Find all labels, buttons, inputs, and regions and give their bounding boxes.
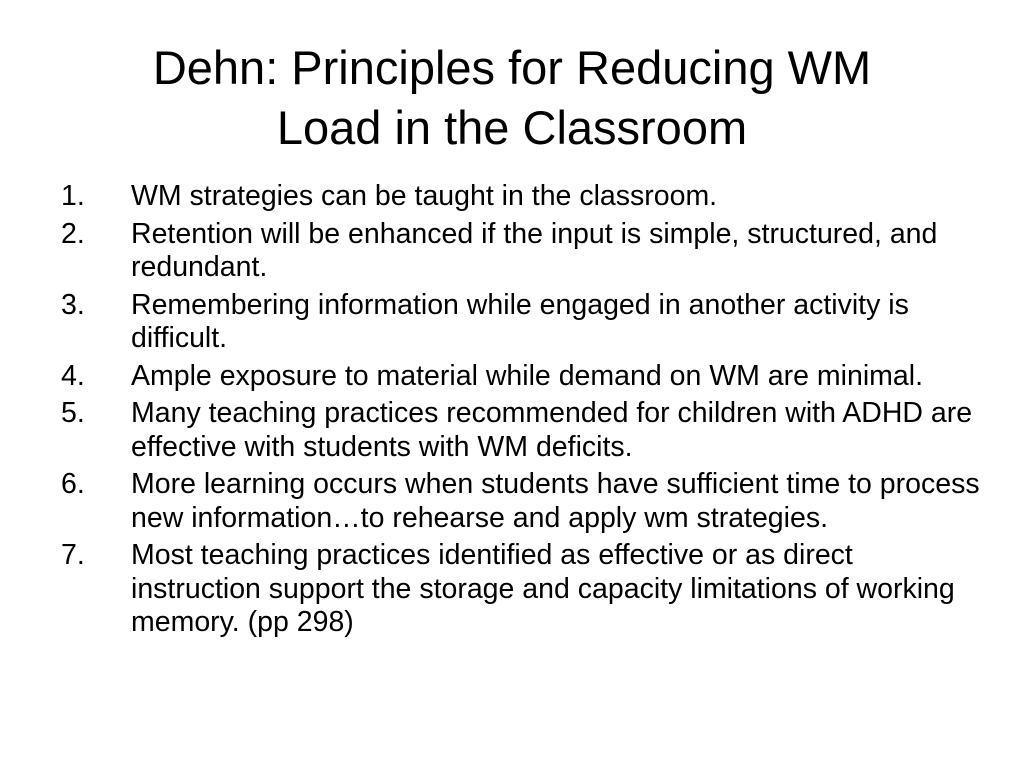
list-item	[0, 539, 1024, 640]
list-item-number: 4.	[61, 359, 85, 392]
list-item-number: 2.	[61, 217, 85, 250]
list-item-text: WM strategies can be taught in the classroom.	[131, 180, 718, 212]
principles-list	[0, 180, 1024, 644]
list-item-number: 5.	[61, 397, 85, 429]
list-item-text: Many teaching practices recommended for children with ADHD are effective with students with WM deficits.	[131, 397, 973, 463]
list-item-number: 1.	[61, 180, 85, 212]
list-item-text: Remembering information while engaged in another activity is difficult.	[131, 288, 909, 354]
list-item-number: 3.	[61, 288, 85, 321]
list-item-text: Most teaching practices identified as effective or as direct instruction support the storage and capacity limitations of working memory. (pp 298)	[131, 539, 955, 638]
list-item	[0, 397, 1024, 464]
slide-title	[40, 38, 984, 158]
list-item	[0, 468, 1024, 535]
list-item-text: More learning occurs when students have sufficient time to process new information…to rehearse and apply wm strategies.	[131, 468, 980, 534]
list-item	[0, 218, 1024, 285]
list-item-number: 7.	[61, 539, 85, 571]
list-item	[0, 180, 1024, 214]
list-item-text: Retention will be enhanced if the input is simple, structured, and redundant.	[131, 217, 938, 283]
slide-title-line-2: Load in the Classroom	[276, 101, 748, 154]
list-item	[0, 289, 1024, 356]
list-item	[0, 360, 1024, 394]
list-item-text: Ample exposure to material while demand on WM are minimal.	[131, 359, 923, 392]
list-item-number: 6.	[61, 468, 85, 500]
slide-title-line-1: Dehn: Principles for Reducing WM	[152, 41, 872, 94]
